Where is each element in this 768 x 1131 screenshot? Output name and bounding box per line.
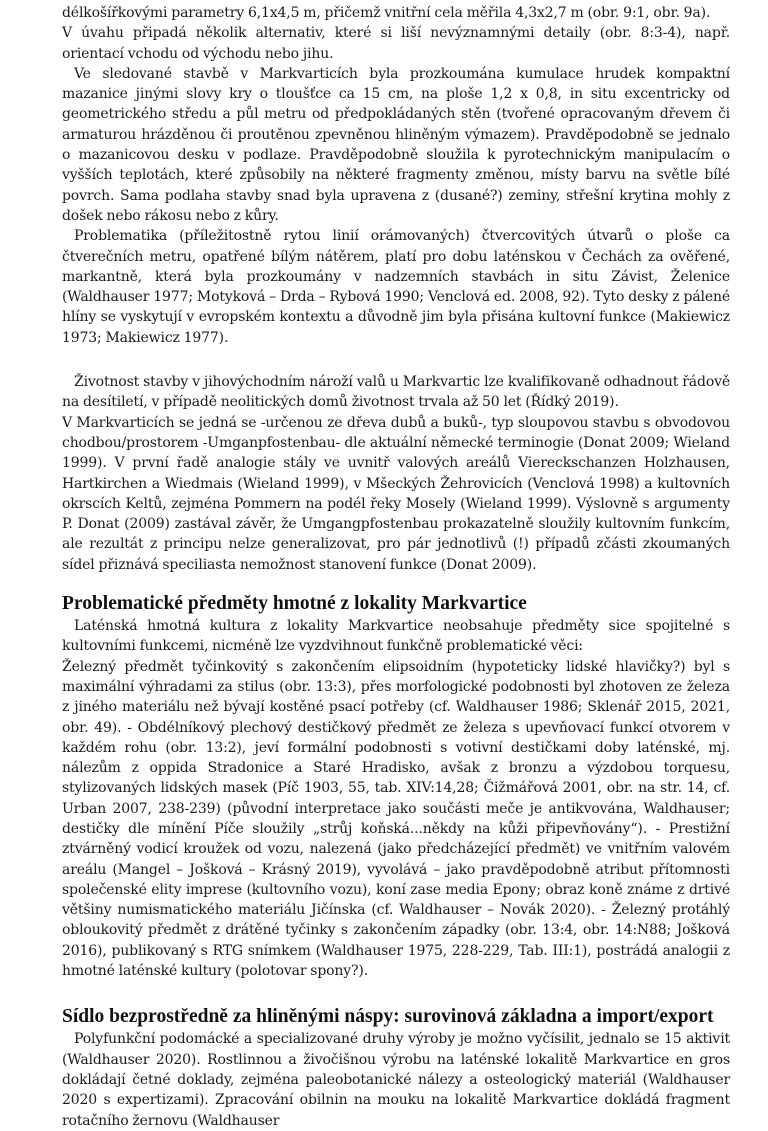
paragraph-umgangpfostenbau: V Markvarticích se jedná se -určenou ze dřeva dubů a buků-, typ sloupovou stavbu s obvodovou chodbou/prostorem -Umganpfostenbau- dle aktuální německé terminogie (Donat 2009; Wieland 1999). V první řadě analogie stály ve uvnitř valových areálů Viereckschanzen Holzhausen, Hartkirchen a Wiedmais (Wieland 1999), v Mšeckých Žehrovicích (Venclová 1998) a kultovních okrscích Keltů, zejména Pommern na podél řeky Mosely (Wieland 1999). Výslovně s argumenty P. Donat (2009) zastával závěr, že Umgangpfostenbau prokazatelně sloužily kultovním funkcím, ale rezultát z principu nelze generalizovat, pro pár jednotlivů (!) případů zčásti zkoumaných sídel přiznává speciliasta nemožnost stanovení funkce (Donat 2009). [62, 414, 730, 573]
paragraph-alternatives: V úvahu připadá několik alternativ, které si liší nevýznamnými detaily (obr. 8:3-4), např. orientací vchodu od východu nebo jihu. [62, 25, 730, 62]
paragraph-square-structures: Problematika (příležitostně rytou linií orámovaných) čtvercovitých útvarů o ploše ca čtverečních metru, opatřené bílým nátěrem, platí pro dobu laténskou v Čechách za ověřené, markantně, která byla prozkoumány v nadzemních stavbách in situ Závist, Želenice (Waldhauser 1977; Motyková – Drda – Rybová 1990; Venclová ed. 2008, 92). Tyto desky z pálené hlíny se vyskytují v evropském kontextu a důvodně jim byla přisána kultovní funkce (Makiewicz 1973; Makiewicz 1977). [62, 228, 730, 346]
paragraph-material-culture: Laténská hmotná kultura z lokality Markvartice neobsahuje předměty sice spojitelné s kultovními funkcemi, nicméně lze vyzdvihnout funkčně problematické věci: [62, 618, 730, 655]
spacer [62, 981, 730, 1005]
paragraph-objects-list: Železný předmět tyčinkovitý s zakončením elipsoidním (hypoteticky lidské hlavičky?) byl s maximální výhradami za stilus (obr. 13:3), přes morfologické podobnosti byl zhotoven ze železa z jiného materiálu než bývají kostěné psací potřeby (cf. Waldhauser 1986; Sklenář 2015, 2021, obr. 49). - Obdélníkový plechový destičkový předmět ze železa s upevňovací funkcí otvorem v každém rohu (obr. 13:2), jeví formální podobnosti s votivní destičkami doby laténské, mj. nálezům z oppida Stradonice a Staré Hradisko, avšak z bronzu a výzdobou torquesu, stylizovaných lidských masek (Píč 1903, 55, tab. XIV:14,28; Čižmářová 2001, obr. na str. 14, cf. Urban 2007, 238-239) (původní interpretace jako součásti meče je antikvována, Waldhauser; destičky dle mínění Píče sloužily „strůj koňská...někdy na kůži připevňovány“). - Prestižní ztvárněný vodicí kroužek od vozu, nalezená (jako předcházející předmět) ve vnitřním valovém areálu (Mangel – Jošková – Krásný 2019), vyvolává – jako pravděpodobně atribut přítomnosti společenské elity imprese (kultovního vozu), koní zase media Epony; obraz koně známe z drtivé většiny numismatického materiálu Jičínska (cf. Waldhauser – Novák 2020). - Železný protáhlý obloukovitý předmět z drátěné tyčinky s zakončením západky (obr. 13:4, obr. 14:N88; Jošková 2016), publikovaný s RTG snímkem (Waldhauser 1975, 228-229, Tab. III:1), postrádá analogii z hmotné laténské kultury (polotovar spony?). [62, 658, 730, 980]
paragraph-clay-floor: Ve sledované stavbě v Markvarticích byla prozkoumána kumulace hrudek kompaktní mazanice jinými slovy kry o tloušťce ca 15 cm, na ploše 1,2 x 0,8, in situ excentricky od geometrického středu a půl metru od předpokládaných stěn (tvořené opracovaným dřevem či armaturou hrázděnou či proutěnou zpevněnou hliněným výmazem). Pravděpodobně se jednalo o mazanicovou desku v podlaze. Pravděpodobně sloužila k pyrotechnickým manipulacím o vyšších teplotách, které způsobily na některé fragmenty změnou, místy barvu na světle bílé povrch. Sama podlaha stavby snad byla upravena z (dusané?) zeminy, střešní krytina mohly z došek nebo rákosu nebo z kůry. [62, 65, 730, 224]
spacer [62, 575, 730, 592]
paragraph-production: Polyfunkční podomácké a specializované druhy výroby je možno vyčísilit, jednalo se 15 aktivit (Waldhauser 2020). Rostlinnou a živočišnou výrobu na laténské lokalitě Markvartice en gros dokládají četné doklady, zejména paleobotanické nálezy a osteologický materiál (Waldhauser 2020 s expertizami). Zpracování obilnin na mouku na lokalitě Markvartice dokládá fragment rotačního žernovu (Waldhauser [62, 1031, 730, 1129]
section-heading-problematic-objects: Problematické předměty hmotné z lokality Markvartice [62, 593, 527, 615]
paragraph-lifespan: Životnost stavby v jihovýchodním nároží valů u Markvartic lze kvalifikovaně odhadnout řádově na desítiletí, v případě neolitických domů životnost trvala až 50 let (Řídký 2019). [62, 374, 730, 411]
paragraph-dimensions: délkošířkovými parametry 6,1x4,5 m, přičemž vnitřní cela měřila 4,3x2,7 m (obr. 9:1, obr. 9a). [62, 5, 711, 21]
spacer [62, 348, 730, 372]
section-heading-settlement: Sídlo bezprostředně za hliněnými náspy: surovinová základna a import/export [62, 1006, 714, 1028]
